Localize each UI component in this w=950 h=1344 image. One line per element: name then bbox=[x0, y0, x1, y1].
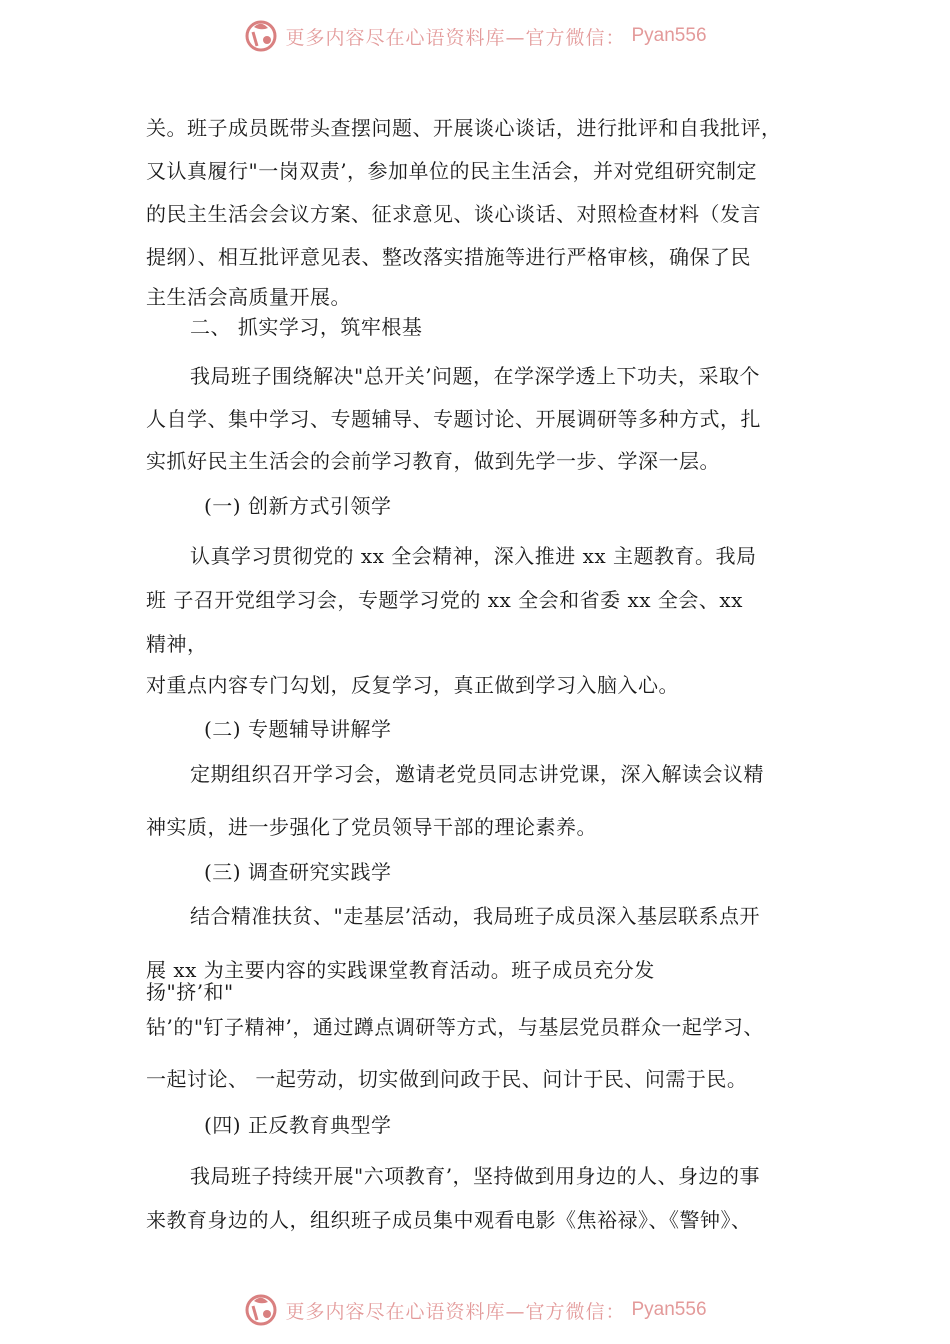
text-line: 我局班子持续开展"六项教育’，坚持做到用身边的人、身边的事 bbox=[190, 1164, 761, 1188]
text-line: 神实质，进一步强化了党员领导干部的理论素养。 bbox=[146, 815, 597, 839]
text-line: 扬"挤’和" bbox=[146, 980, 234, 1004]
text-line: 展 xx 为主要内容的实践课堂教育活动。班子成员充分发 bbox=[146, 958, 655, 982]
subsection-heading: (二) 专题辅导讲解学 bbox=[204, 717, 392, 741]
text-line: 来教育身边的人，组织班子成员集中观看电影《焦裕禄》、《警钟》、 bbox=[146, 1208, 752, 1232]
text-line: 提纲）、相互批评意见表、整改落实措施等进行严格审核，确保了民 bbox=[146, 245, 751, 269]
subsection-heading: (一) 创新方式引领学 bbox=[204, 494, 392, 518]
text-line: 认真学习贯彻党的 xx 全会精神，深入推进 xx 主题教育。我局 bbox=[190, 544, 757, 568]
text-line: 人自学、集中学习、专题辅导、专题讨论、开展调研等多种方式，扎 bbox=[146, 407, 761, 431]
footer-watermark bbox=[0, 1288, 950, 1332]
text-line: 定期组织召开学习会，邀请老党员同志讲党课，深入解读会议精 bbox=[190, 762, 764, 786]
text-line: 结合精准扶贫、"走基层’活动，我局班子成员深入基层联系点开 bbox=[190, 904, 761, 928]
text-line: 关。班子成员既带头查摆问题、开展谈心谈话，进行批评和自我批评， bbox=[146, 116, 782, 140]
header-watermark bbox=[0, 14, 950, 58]
text-line: 实抓好民主生活会的会前学习教育，做到先学一步、学深一层。 bbox=[146, 449, 720, 473]
text-line: 又认真履行"一岗双责’，参加单位的民主生活会，并对党组研究制定 bbox=[146, 159, 758, 183]
text-line: 的民主生活会会议方案、征求意见、谈心谈话、对照检查材料（发言 bbox=[146, 202, 761, 226]
text-line: 精神， bbox=[146, 632, 208, 656]
watermark-text: 更多内容尽在心语资料库—官方微信： bbox=[285, 26, 626, 49]
section-heading: 二、 抓实学习，筑牢根基 bbox=[190, 315, 423, 339]
watermark-logo-icon bbox=[243, 18, 279, 54]
text-line: 一起讨论、 一起劳动，切实做到问政于民、问计于民、问需于民。 bbox=[146, 1067, 748, 1091]
subsection-heading: (三) 调查研究实践学 bbox=[204, 860, 392, 884]
watermark-text: 更多内容尽在心语资料库—官方微信： bbox=[285, 1300, 626, 1323]
watermark-logo-icon bbox=[243, 1292, 279, 1328]
watermark-id: Pyan556 bbox=[631, 1299, 707, 1320]
watermark-id: Pyan556 bbox=[631, 25, 707, 46]
text-line: 对重点内容专门勾划，反复学习，真正做到学习入脑入心。 bbox=[146, 673, 679, 697]
text-line: 班 子召开党组学习会，专题学习党的 xx 全会和省委 xx 全会、xx bbox=[146, 588, 743, 612]
text-line: 我局班子围绕解决"总开关’问题，在学深学透上下功夫，采取个 bbox=[190, 364, 761, 388]
text-line: 钻’的"钉子精神’，通过蹲点调研等方式，与基层党员群众一起学习、 bbox=[146, 1015, 764, 1039]
subsection-heading: (四) 正反教育典型学 bbox=[204, 1113, 392, 1137]
text-line: 主生活会高质量开展。 bbox=[146, 285, 351, 309]
